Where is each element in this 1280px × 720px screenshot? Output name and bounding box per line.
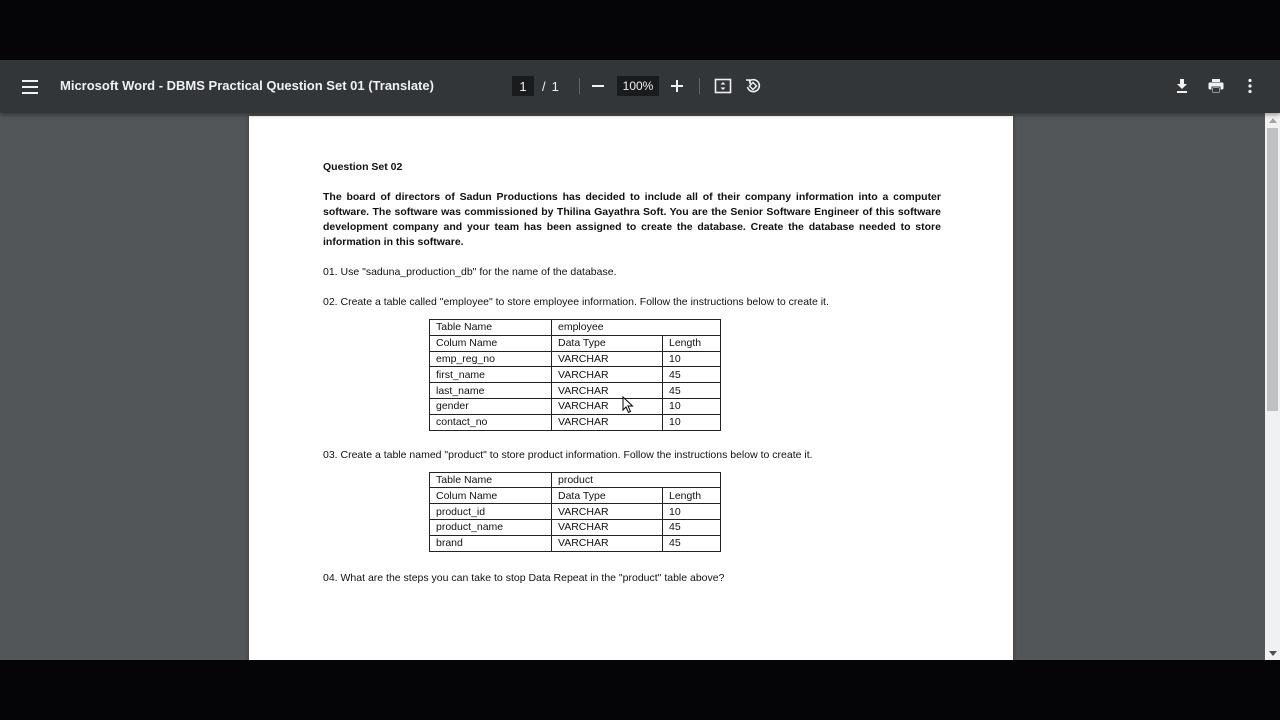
employee-table	[429, 319, 721, 431]
question-04: 04. What are the steps you can take to stop Data Repeat in the "product" table above?	[323, 571, 725, 584]
table-cell: gender	[430, 398, 552, 414]
fit-to-page-button[interactable]	[709, 72, 737, 100]
question-02: 02. Create a table called "employee" to store employee information. Follow the instructions below to create it.	[323, 296, 829, 308]
download-icon	[1174, 78, 1190, 94]
question-set-heading: Question Set 02	[323, 161, 403, 173]
table-cell: 10	[663, 414, 721, 430]
table-cell: VARCHAR	[552, 398, 663, 414]
arrow-down-icon	[1269, 651, 1277, 656]
toolbar-divider	[579, 78, 580, 94]
print-button[interactable]	[1202, 72, 1230, 100]
table-cell: contact_no	[430, 414, 552, 430]
table-cell: 45	[663, 367, 721, 383]
question-03: 03. Create a table named "product" to store product information. Follow the instructions below to create it.	[323, 448, 813, 461]
document-title: Microsoft Word - DBMS Practical Question Set 01 (Translate)	[60, 78, 434, 93]
arrow-up-icon	[1269, 118, 1277, 123]
table-row	[430, 398, 721, 414]
table-row	[430, 414, 721, 430]
download-button[interactable]	[1168, 72, 1196, 100]
table-cell: 45	[663, 519, 721, 535]
hamburger-menu-icon	[22, 80, 38, 82]
table-header-cell: Length	[663, 335, 721, 351]
table-header-cell: Length	[663, 488, 721, 504]
table-header-cell: Colum Name	[430, 335, 552, 351]
hamburger-menu-icon-bar	[22, 92, 38, 94]
table-cell: 10	[663, 398, 721, 414]
table-header-cell: Data Type	[552, 488, 663, 504]
letterbox-bottom	[0, 660, 1280, 720]
scroll-up-button[interactable]	[1265, 113, 1280, 127]
table-cell: 45	[663, 383, 721, 399]
fit-to-page-icon	[714, 77, 732, 95]
letterbox-top	[0, 0, 1280, 60]
table-cell: 45	[663, 535, 721, 551]
table-cell: VARCHAR	[552, 367, 663, 383]
table-name-row	[430, 320, 721, 336]
table-cell: 10	[663, 351, 721, 367]
table-header-cell: Colum Name	[430, 488, 552, 504]
table-cell: emp_reg_no	[430, 351, 552, 367]
scroll-down-button[interactable]	[1265, 646, 1280, 660]
product-table	[429, 472, 721, 552]
minus-icon	[591, 79, 605, 93]
table-name-row	[430, 472, 721, 488]
table-cell: VARCHAR	[552, 414, 663, 430]
more-vertical-icon	[1247, 78, 1253, 94]
table-cell: employee	[552, 320, 721, 336]
table-cell: Table Name	[430, 472, 552, 488]
table-cell: VARCHAR	[552, 535, 663, 551]
table-row	[430, 504, 721, 520]
table-row	[430, 535, 721, 551]
print-icon	[1207, 77, 1225, 95]
table-row	[430, 367, 721, 383]
table-cell: VARCHAR	[552, 383, 663, 399]
document-content	[323, 160, 941, 586]
zoom-in-button[interactable]	[663, 72, 691, 100]
table-header-row	[430, 488, 721, 504]
vertical-scrollbar[interactable]	[1265, 113, 1280, 660]
table-cell: VARCHAR	[552, 504, 663, 520]
page-selector	[512, 76, 559, 96]
mouse-cursor-icon	[622, 396, 634, 414]
plus-icon	[670, 79, 684, 93]
zoom-level-input[interactable]: 100%	[617, 76, 659, 96]
page-separator: /	[542, 78, 546, 94]
question-01: 01. Use "saduna_production_db" for the name of the database.	[323, 266, 617, 278]
zoom-out-button[interactable]	[584, 72, 612, 100]
document-page	[249, 116, 1013, 660]
table-cell: product_name	[430, 519, 552, 535]
total-pages: 1	[551, 78, 559, 94]
table-row	[430, 383, 721, 399]
table-cell: product	[552, 472, 721, 488]
table-header-cell: Data Type	[552, 335, 663, 351]
table-cell: brand	[430, 535, 552, 551]
table-row	[430, 519, 721, 535]
table-cell: last_name	[430, 383, 552, 399]
hamburger-menu-icon-bar	[22, 86, 38, 88]
scrollbar-thumb[interactable]	[1267, 128, 1278, 411]
table-row	[430, 351, 721, 367]
pdf-viewer-area[interactable]	[0, 113, 1265, 660]
table-cell: 10	[663, 504, 721, 520]
table-cell: product_id	[430, 504, 552, 520]
rotate-button[interactable]	[739, 72, 767, 100]
table-cell: Table Name	[430, 320, 552, 336]
table-cell: VARCHAR	[552, 519, 663, 535]
more-actions-button[interactable]	[1236, 72, 1264, 100]
table-cell: first_name	[430, 367, 552, 383]
current-page-input[interactable]	[512, 76, 534, 96]
table-cell: VARCHAR	[552, 351, 663, 367]
menu-button[interactable]	[18, 75, 42, 99]
intro-paragraph: The board of directors of Sadun Productions has decided to include all of their company information into a computer software. The software was commissioned by Thilina Gayathra Soft. You are the Senior Software Engineer of this software development company and your team has been assigned to create the database. Create the database needed to store information in this software.	[323, 191, 941, 248]
pdf-toolbar	[0, 60, 1280, 113]
toolbar-divider	[699, 78, 700, 94]
rotate-icon	[744, 77, 762, 95]
table-header-row	[430, 335, 721, 351]
